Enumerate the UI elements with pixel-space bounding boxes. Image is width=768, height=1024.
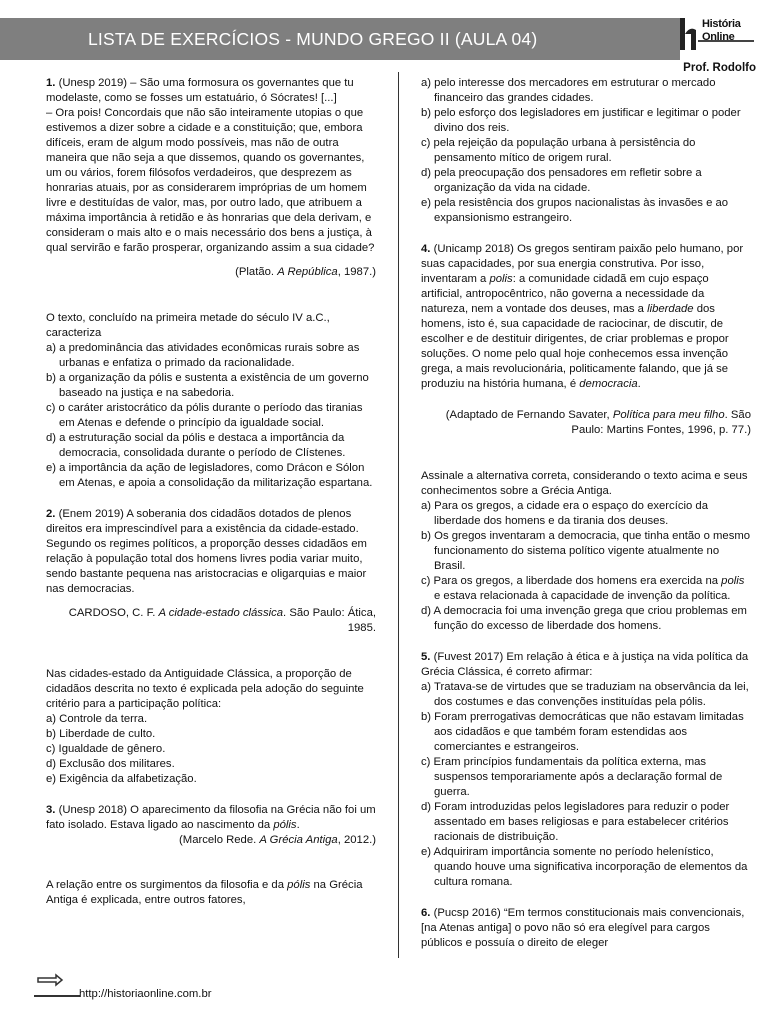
question-3-source: (Marcelo Rede. A Grécia Antiga, 2012.) [179, 834, 376, 846]
column-divider [398, 72, 399, 958]
question-2-source: CARDOSO, C. F. A cidade-estado clássica. São Paulo: Ática, 1985. [68, 607, 376, 634]
page-title: LISTA DE EXERCÍCIOS - MUNDO GREGO II (AULA 04) [88, 29, 538, 49]
question-3-intro: 3. (Unesp 2018) O aparecimento da filosofia na Grécia não foi um fato isolado. Estava ligado ao nascimento da pólis. [46, 804, 376, 831]
header-bar [0, 18, 680, 60]
option-item: e) Adquiriram importância somente no período helenístico, quando houve uma significativa incorporação de elementos da cultura romana. [421, 846, 748, 888]
question-2-intro: 2. (Enem 2019) A soberania dos cidadãos dotados de plenos direitos era imprescindível para a existência da cidade-estado. Segundo os regimes políticos, a proporção desses cidadãos em relação à população total dos homens livres podia variar muito, sendo bastante pequena nas aristocracias e oligarquias e maior nas democracias. [46, 508, 367, 595]
question-1-source: (Platão. A República, 1987.) [235, 266, 376, 278]
option-item: b) a organização da pólis e sustenta a existência de um governo baseado na justiça e na sabedoria. [46, 372, 369, 399]
option-item: b) Liberdade de culto. [46, 728, 156, 740]
question-5-options [421, 680, 751, 890]
option-item: c) Para os gregos, a liberdade dos homens era exercida na polis e estava relacionada à capacidade de invenção da política. [421, 575, 745, 602]
question-1-options [46, 341, 376, 491]
question-1-quote: – Ora pois! Concordais que não são inteiramente utopias o que estivemos a dizer sobre a cidade e a constituição; que, embora difíceis, eram de algum modo possíveis, mas não de outra maneira que não seja a que dissemos, quando os governantes, um ou vários, forem filósofos verdadeiros, que desprezem as honrarias atuais, por as considerarem impróprias de um homem livre e destituídas de valor, mas, por outro lado, que atribuem a máxima importância à retidão e às honrarias que dela derivam, e consideram o mais alto e o mais necessário dos bens a justiça, à qual servirão e farão prosperar, organizando assim a sua cidade? [46, 107, 375, 254]
option-item: c) Igualdade de gênero. [46, 743, 166, 755]
pointing-hand-icon [36, 970, 64, 990]
option-item: b) Foram prerrogativas democráticas que não estavam limitadas aos cidadãos e que também foram estendidas aos comerciantes e estrangeiros. [421, 711, 744, 753]
question-4-options [421, 499, 751, 634]
option-item: a) Tratava-se de virtudes que se traduziam na observância da lei, dos costumes e das convenções instituídas pela pólis. [421, 681, 749, 708]
option-item: e) Exigência da alfabetização. [46, 773, 197, 785]
historia-online-logo [678, 14, 758, 64]
logo-text-online: Online [702, 31, 735, 43]
footer-rule [34, 995, 80, 997]
option-item: b) pelo esforço dos legisladores em justificar e legitimar o poder divino dos reis. [421, 107, 741, 134]
option-item: e) pela resistência dos grupos nacionalistas às invasões e ao expansionismo estrangeiro. [421, 197, 729, 224]
option-item: c) pela rejeição da população urbana à persistência do pensamento mítico de origem rural. [421, 137, 696, 164]
option-item: c) Eram princípios fundamentais da política externa, mas suspensos temporariamente após a declaração formal de guerra. [421, 756, 723, 798]
option-item: d) Foram introduzidas pelos legisladores para reduzir o poder assentado em bases religiosas e para estabelecer critérios racionais de distribuição. [421, 801, 730, 843]
option-item: a) Controle da terra. [46, 713, 148, 725]
option-item: d) A democracia foi uma invenção grega que criou problemas em função do excesso de liberdade dos homens. [421, 605, 747, 632]
question-3-stem: A relação entre os surgimentos da filosofia e da pólis na Grécia Antiga é explicada, entre outros fatores, [46, 879, 363, 906]
left-column [46, 76, 376, 908]
question-1-stem: O texto, concluído na primeira metade do século IV a.C., caracteriza [46, 312, 330, 339]
author-name: Prof. Rodolfo [683, 62, 756, 74]
question-6-intro: 6. (Pucsp 2016) “Em termos constitucionais mais convencionais, [na Atenas antiga] o povo não só era elegível para cargos públicos e possuía o direito de eleger [421, 907, 745, 949]
option-item: a) Para os gregos, a cidade era o espaço do exercício da liberdade dos homens e da tirania dos deuses. [421, 500, 708, 527]
footer-url-link[interactable]: http://historiaonline.com.br [79, 988, 212, 1000]
question-5-intro: 5. (Fuvest 2017) Em relação à ética e à justiça na vida política da Grécia Clássica, é correto afirmar: [421, 651, 749, 678]
option-item: c) o caráter aristocrático da pólis durante o período das tiranias em Atenas e defende o princípio da igualdade social. [46, 402, 363, 429]
question-1-intro: 1. (Unesp 2019) – São uma formosura os governantes que tu modelaste, como se fosses um estatuário, ó Sócrates! [...] [46, 77, 354, 104]
question-2-options [46, 712, 376, 787]
question-3-options [421, 76, 751, 226]
option-item: a) pelo interesse dos mercadores em estruturar o mercado financeiro das grandes cidades. [421, 77, 716, 104]
question-2-stem: Nas cidades-estado da Antiguidade Clássica, a proporção de cidadãos descrita no texto é explicada pela adoção do seguinte critério para a participação política: [46, 668, 364, 710]
question-4-source: (Adaptado de Fernando Savater, Política para meu filho. São Paulo: Martins Fontes, 1996, p. 77.) [445, 409, 751, 436]
question-4-intro: 4. (Unicamp 2018) Os gregos sentiram paixão pelo humano, por suas capacidades, por sua energia construtiva. Por isso, inventaram a polis: a comunidade cidadã em cujo espaço artificial, antropocêntrico, não governa a necessidade da natureza, nem a vontade dos deuses, mas a liberdade dos homens, isto é, sua capacidade de raciocinar, de discutir, de escolher e de destituir dirigentes, de criar problemas e propor soluções. O nome pelo qual hoje conhecemos essa invenção grega, a mais revolucionária, politicamente falando, que já se produziu na história humana, é democracia. [421, 243, 744, 390]
option-item: a) a predominância das atividades econômicas rurais sobre as urbanas e enfatiza o primado da racionalidade. [46, 342, 360, 369]
option-item: d) a estruturação social da pólis e destaca a importância da democracia, consolidada durante o período de Clístenes. [46, 432, 346, 459]
option-item: d) pela preocupação dos pensadores em refletir sobre a organização da vida na cidade. [421, 167, 702, 194]
logo-text-historia: História [702, 18, 741, 30]
option-item: b) Os gregos inventaram a democracia, que tinha então o mesmo funcionamento do sistema político vigente atualmente no Brasil. [421, 530, 751, 572]
option-item: e) a importância da ação de legisladores, como Drácon e Sólon em Atenas, e apoia a consolidação da militarização espartana. [46, 462, 373, 489]
option-item: d) Exclusão dos militares. [46, 758, 175, 770]
question-4-stem: Assinale a alternativa correta, considerando o texto acima e seus conhecimentos sobre a Grécia Antiga. [421, 470, 748, 497]
right-column [421, 76, 751, 951]
